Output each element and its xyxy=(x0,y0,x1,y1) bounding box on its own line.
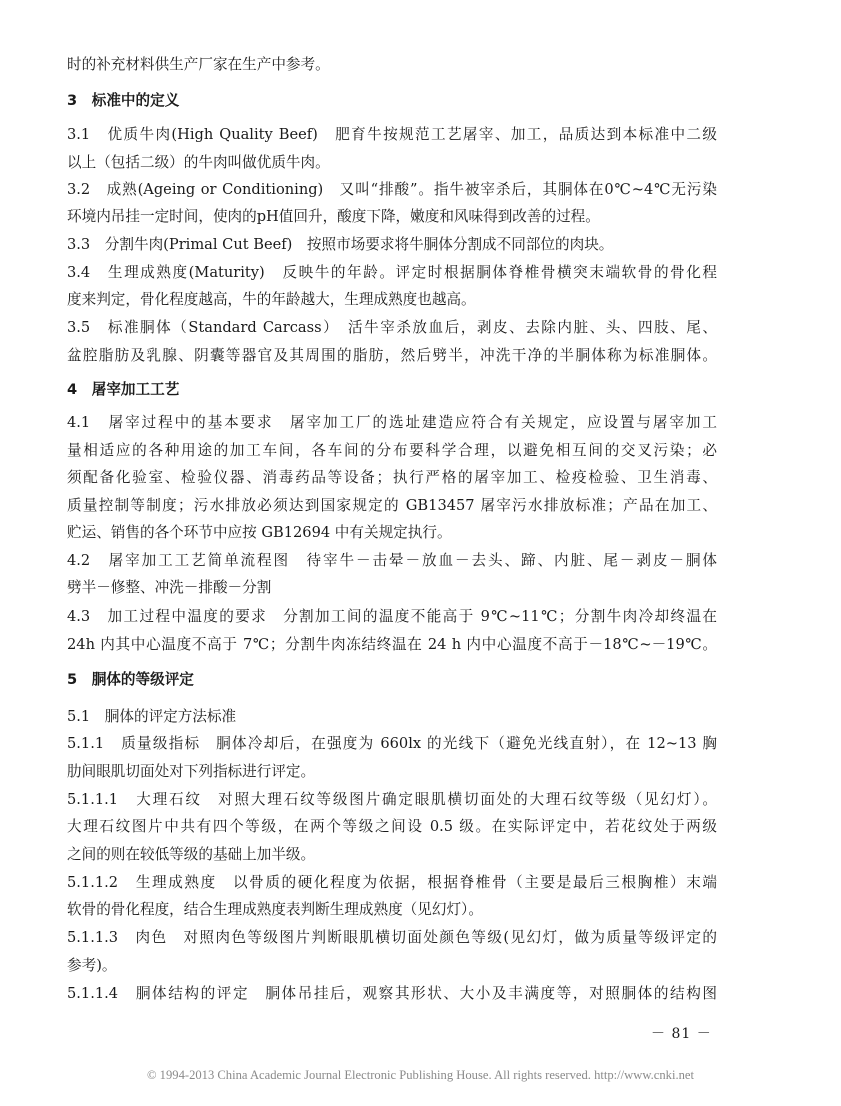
text-line: 肋间眼肌切面处对下列指标进行评定。 xyxy=(67,763,316,780)
text-line: 软骨的骨化程度，结合生理成熟度表判断生理成熟度（见幻灯）。 xyxy=(67,901,483,918)
text-line: 环境内吊挂一定时间，使肉的pH值回升，酸度下降，嫩度和风味得到改善的过程。 xyxy=(67,208,600,225)
text-line: 度来判定，骨化程度越高，牛的年龄越大，生理成熟度也越高。 xyxy=(67,291,476,308)
text-line: 贮运、销售的各个环节中应按 GB12694 中有关规定执行。 xyxy=(67,524,452,541)
text-line: 盆腔脂肪及乳腺、阴囊等器官及其周围的脂肪，然后劈半，冲洗干净的半胴体称为标准胴体。 xyxy=(67,347,717,364)
text-line: 5.1 胴体的评定方法标准 xyxy=(67,708,237,725)
text-line: 3.1 优质牛肉(High Quality Beef) 肥育牛按规范工艺屠宰、加工，品质达到本标准中二级 xyxy=(67,126,717,143)
text-line: 质量控制等制度；污水排放必须达到国家规定的 GB13457 屠宰污水排放标准；产品在加工、 xyxy=(67,497,717,514)
page-number: － 81 － xyxy=(651,1026,712,1042)
copyright-footer: © 1994-2013 China Academic Journal Electronic Publishing House. All rights reserved. http://www.cnki.net xyxy=(146,1068,695,1082)
text-line: 须配备化验室、检验仪器、消毒药品等设备；执行严格的屠宰加工、检疫检验、卫生消毒、 xyxy=(67,469,717,486)
text-line: 量相适应的各种用途的加工车间，各车间的分布要科学合理，以避免相互间的交叉污染；必 xyxy=(67,442,717,459)
text-line: 4.1 屠宰过程中的基本要求 屠宰加工厂的选址建造应符合有关规定，应设置与屠宰加工 xyxy=(67,414,717,431)
text-line: 时的补充材料供生产厂家在生产中参考。 xyxy=(67,56,330,73)
text-line: 3.4 生理成熟度(Maturity) 反映牛的年龄。评定时根据胴体脊椎骨横突末端软骨的骨化程 xyxy=(67,264,717,281)
text-line: 4.3 加工过程中温度的要求 分割加工间的温度不能高于 9℃~11℃；分割牛肉冷却终温在 xyxy=(67,608,717,625)
text-line: 之间的则在较低等级的基础上加半级。 xyxy=(67,846,316,863)
section-heading-4: 4 屠宰加工工艺 xyxy=(67,381,180,398)
section-heading-5: 5 胴体的等级评定 xyxy=(67,671,194,688)
text-line: 3.3 分割牛肉(Primal Cut Beef) 按照市场要求将牛胴体分割成不同部位的肉块。 xyxy=(67,236,614,253)
text-line: 5.1.1.4 胴体结构的评定 胴体吊挂后，观察其形状、大小及丰满度等，对照胴体的结构图 xyxy=(67,985,717,1002)
text-line: 5.1.1.1 大理石纹 对照大理石纹等级图片确定眼肌横切面处的大理石纹等级（见幻灯）。 xyxy=(67,791,717,808)
text-line: 劈半－修整、冲洗－排酸－分割 xyxy=(67,579,272,596)
text-line: 3.2 成熟(Ageing or Conditioning) 又叫“排酸”。指牛被宰杀后，其胴体在0℃~4℃无污染 xyxy=(67,181,717,198)
text-line: 5.1.1.3 肉色 对照肉色等级图片判断眼肌横切面处颜色等级(见幻灯，做为质量等级评定的 xyxy=(67,929,717,946)
text-line: 参考)。 xyxy=(67,957,117,974)
text-line: 3.5 标准胴体（Standard Carcass） 活牛宰杀放血后，剥皮、去除内脏、头、四肢、尾、 xyxy=(67,319,717,336)
text-line: 5.1.1.2 生理成熟度 以骨质的硬化程度为依据，根据脊椎骨（主要是最后三根胸椎）末端 xyxy=(67,874,717,891)
text-line: 以上（包括二级）的牛肉叫做优质牛肉。 xyxy=(67,154,330,171)
text-line: 4.2 屠宰加工工艺简单流程图 待宰牛－击晕－放血－去头、蹄、内脏、尾－剥皮－胴体 xyxy=(67,552,717,569)
text-line: 24h 内其中心温度不高于 7℃；分割牛肉冻结终温在 24 h 内中心温度不高于－18℃~－19℃。 xyxy=(67,636,717,653)
text-line: 大理石纹图片中共有四个等级，在两个等级之间设 0.5 级。在实际评定中，若花纹处于两级 xyxy=(67,818,717,835)
section-heading-3: 3 标准中的定义 xyxy=(67,92,180,109)
text-line: 5.1.1 质量级指标 胴体冷却后，在强度为 660lx 的光线下（避免光线直射），在 12~13 胸 xyxy=(67,735,717,752)
